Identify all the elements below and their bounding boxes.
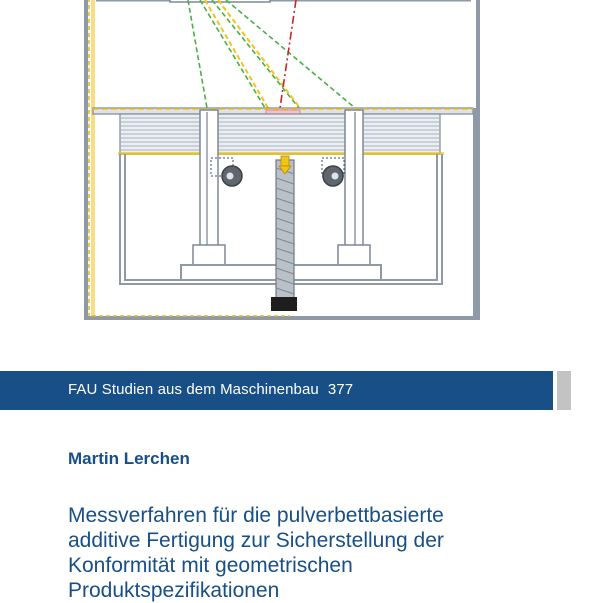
series-side-marker	[557, 371, 571, 410]
author-name: Martin Lerchen	[68, 449, 190, 468]
series-name: FAU Studien aus dem Maschinenbau	[68, 381, 319, 398]
title-line: additive Fertigung zur Sicherstellung der	[68, 529, 444, 552]
title-line: Produktspezifikationen	[68, 579, 280, 602]
side-rail	[473, 108, 478, 320]
title-line: Messverfahren für die pulverbettbasierte	[68, 504, 444, 527]
series-number: 377	[327, 381, 354, 398]
series-label	[68, 381, 353, 398]
lift-spindle	[271, 156, 297, 311]
book-title	[68, 503, 568, 603]
title-line: Konformität mit geometrischen	[68, 554, 353, 577]
beam-paths	[188, 0, 355, 108]
powder-bed	[118, 114, 444, 155]
